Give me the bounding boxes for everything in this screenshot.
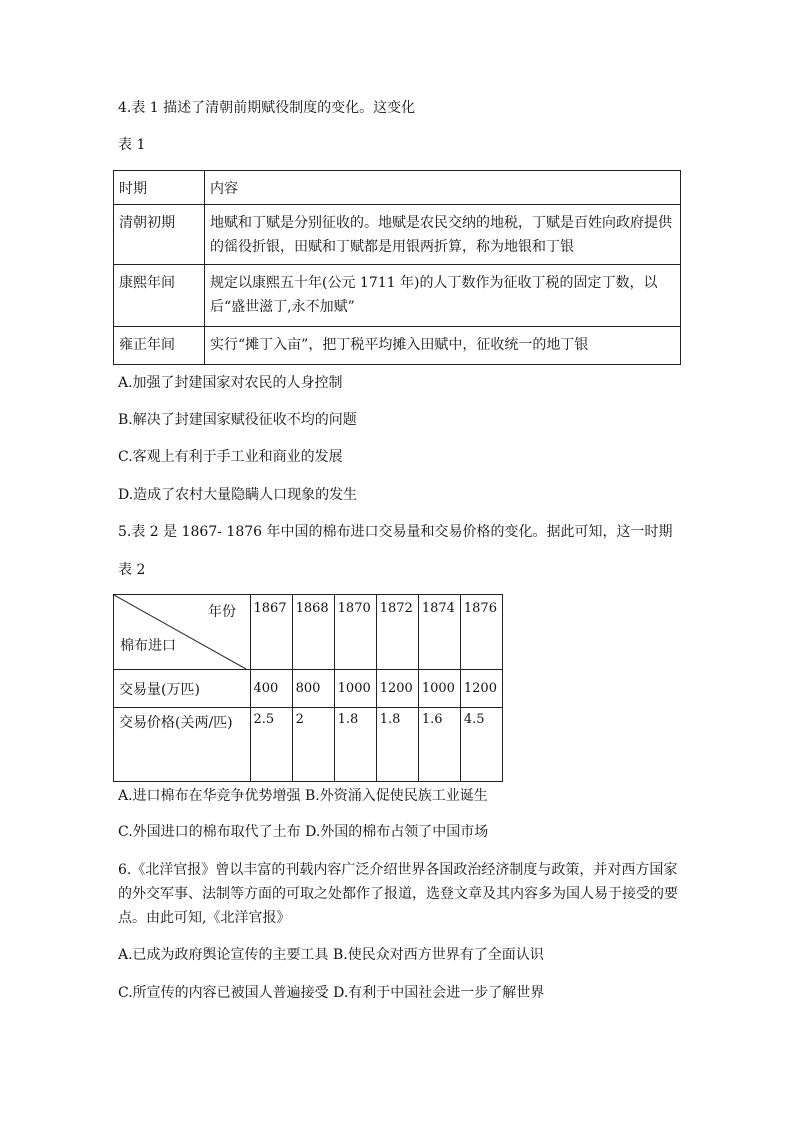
q5-cell: 1.6 (418, 708, 460, 782)
q5-row-label: 交易量(万匹) (114, 670, 251, 708)
q5-cell: 1000 (418, 670, 460, 708)
q4-table-label: 表 1 (118, 137, 146, 153)
q4-stem: 4.表 1 描述了清朝前期赋役制度的变化。这变化 (118, 100, 416, 116)
q4-row-period: 康熙年间 (114, 265, 205, 327)
q5-year: 1876 (460, 595, 502, 670)
q4-row-period: 雍正年间 (114, 327, 205, 365)
q5-corner-cell (114, 595, 251, 670)
q5-table-label: 表 2 (118, 562, 146, 578)
q4-table (113, 170, 681, 365)
q6-options-cd: C.所宣传的内容已被国人普遍接受 D.有利于中国社会进一步了解世界 (118, 985, 545, 1001)
q5-row-label: 交易价格(关两/匹) (114, 708, 251, 782)
q5-table (113, 594, 503, 782)
q5-options-ab: A.进口棉布在华竞争优势增强 B.外资涌入促使民族工业诞生 (118, 788, 488, 804)
q5-corner-top: 年份 (208, 604, 236, 620)
q5-cell: 400 (250, 670, 292, 708)
q4-option-c: C.客观上有利于手工业和商业的发展 (118, 449, 343, 465)
q5-cell: 800 (292, 670, 334, 708)
q5-year: 1868 (292, 595, 334, 670)
q5-cell: 4.5 (460, 708, 502, 782)
q5-cell: 1200 (460, 670, 502, 708)
q5-year: 1874 (418, 595, 460, 670)
q4-option-a: A.加强了封建国家对农民的人身控制 (118, 375, 343, 391)
q4-option-b: B.解决了封建国家赋役征收不均的问题 (118, 412, 357, 428)
q5-year: 1867 (250, 595, 292, 670)
q5-options-cd: C.外国进口的棉布取代了土布 D.外国的棉布占领了中国市场 (118, 824, 489, 840)
q5-cell: 2.5 (250, 708, 292, 782)
q4-header-content: 内容 (205, 171, 681, 205)
q4-option-d: D.造成了农村大量隐瞒人口现象的发生 (118, 487, 358, 503)
q5-stem: 5.表 2 是 1867- 1876 年中国的棉布进口交易量和交易价格的变化。据此可知，这一时期 (118, 524, 673, 540)
q5-cell: 1.8 (334, 708, 376, 782)
q4-header-period: 时期 (114, 171, 205, 205)
q5-year: 1872 (376, 595, 418, 670)
q4-row-period: 清朝初期 (114, 205, 205, 265)
q5-cell: 1000 (334, 670, 376, 708)
q6-options-ab: A.已成为政府舆论宣传的主要工具 B.使民众对西方世界有了全面认识 (118, 947, 544, 963)
q5-cell: 1.8 (376, 708, 418, 782)
q5-cell: 1200 (376, 670, 418, 708)
q5-year: 1870 (334, 595, 376, 670)
q4-row-content: 规定以康熙五十年(公元 1711 年)的人丁数作为征收丁税的固定丁数，以后“盛世滋丁,永不加赋” (205, 265, 681, 327)
q5-corner-bottom: 棉布进口 (120, 638, 176, 654)
q6-stem: 6.《北洋官报》曾以丰富的刊载内容广泛介绍世界各国政治经济制度与政策，并对西方国家的外交军事、法制等方面的可取之处都作了报道，选登文章及其内容多为国人易于接受的要点。由此可知,《北洋官报》 (118, 862, 678, 926)
q5-cell: 2 (292, 708, 334, 782)
q4-row-content: 地赋和丁赋是分别征收的。地赋是农民交纳的地税，丁赋是百姓向政府提供的徭役折银，田赋和丁赋都是用银两折算，称为地银和丁银 (205, 205, 681, 265)
q4-row-content: 实行“摊丁入亩”，把丁税平均摊入田赋中，征收统一的地丁银 (205, 327, 681, 365)
